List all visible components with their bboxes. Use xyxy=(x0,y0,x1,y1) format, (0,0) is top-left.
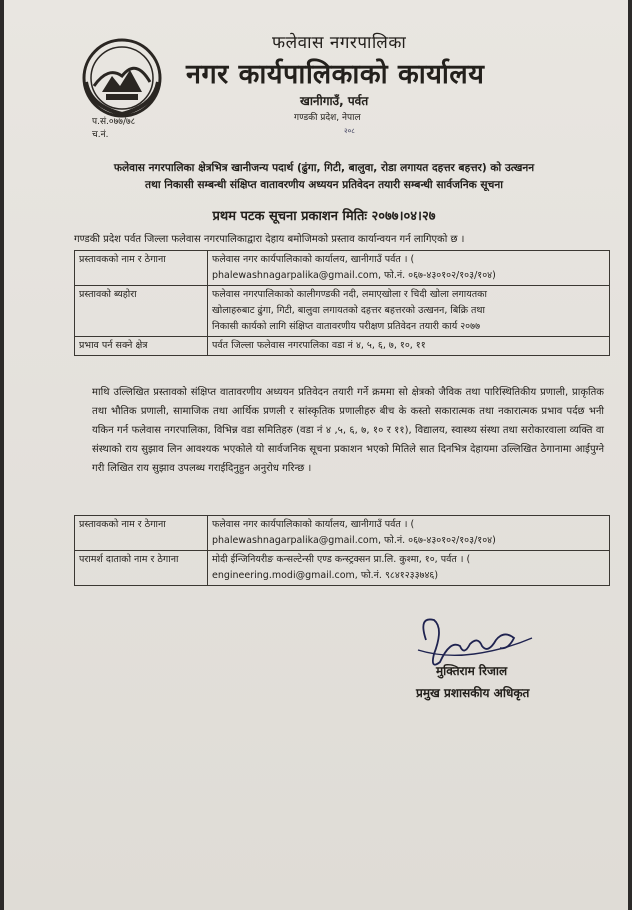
stamp-year: २०८ xyxy=(344,127,355,135)
value-line: phalewashnagarpalika@gmail.com, फो.नं. ०६७-४३०१०२/१०३/१०४) xyxy=(212,270,496,281)
table-row xyxy=(75,286,610,337)
table-row xyxy=(75,337,610,356)
row-value xyxy=(208,337,610,356)
address-line2: गण्डकी प्रदेश, नेपाल xyxy=(294,113,361,123)
value-line: फलेवास नगर कार्यपालिकाको कार्यालय, खानीगाउँ पर्वत । ( xyxy=(212,519,415,530)
signatory-name: मुक्तिराम रिजाल xyxy=(436,664,508,678)
org-name: फलेवास नगरपालिका xyxy=(272,33,407,53)
row-label: प्रभाव पर्न सक्ने क्षेत्र xyxy=(75,337,208,356)
row-value xyxy=(208,551,610,586)
row-label: प्रस्तावकको नाम र ठेगाना xyxy=(75,251,208,286)
subject-line2: तथा निकासी सम्बन्धी संक्षिप्त वातावरणीय अध्ययन प्रतिवेदन तयारी सम्बन्धी सार्वजनिक सूचना xyxy=(145,179,503,191)
body-paragraph: माथि उल्लिखित प्रस्तावको संक्षिप्त वातावरणीय अध्ययन प्रतिवेदन तयारी गर्ने क्रममा सो क्षेत्रको जैविक तथा पारिस्थितिकीय प्रणाली, प्राकृतिक तथा भौतिक प्रणाली, सामाजिक तथा आर्थिक प्रणली र सांस्कृतिक प्रणालीहरु बीच के कस्तो सकारात्मक तथा नकारात्मक प्रभाव पर्दछ भनी यकिन गर्न फलेवास नगरपालिका, विभिन्न वडा समितिहरु (वडा नं ४ ,५, ६, ७, १० र ११), विद्यालय, स्वास्थ्य संस्था तथा सरोकारवाला व्यक्ति वा संस्थाको राय सुझाव लिन आवश्यक भएकोले यो सार्वजनिक सूचना प्रकाशन भएको मितिले सात दिनभित्र देहायमा उल्लिखित ठेगानामा आईपुग्ने गरी लिखित राय सुझाव उपलब्ध गराईदिनुहुन अनुरोध गरिन्छ । xyxy=(92,387,604,474)
contact-table xyxy=(74,515,610,586)
value-line: engineering.modi@gmail.com, फो.नं. ९८४१२३३७४६) xyxy=(212,570,439,581)
chalani-number: च.नं. xyxy=(92,130,109,140)
table-row xyxy=(75,251,610,286)
office-name: नगर कार्यपालिकाको कार्यालय xyxy=(186,59,485,90)
table-row xyxy=(75,551,610,586)
value-line: निकासी कार्यको लागि संक्षिप्त वातावरणीय परीक्षण प्रतिवेदन तयारी कार्य २०७७ xyxy=(212,321,481,332)
value-line: खोलाहरुबाट ढुंगा, गिटी, बालुवा लगायतको दहत्तर बहत्तरको उत्खनन, बिक्रि तथा xyxy=(212,305,485,316)
address-line1: खानीगाउँ, पर्वत xyxy=(300,94,369,108)
proposal-table xyxy=(74,250,610,356)
notice-subject xyxy=(44,160,604,194)
patra-sankhya: प.सं.०७७/७८ xyxy=(92,117,136,127)
value-line: फलेवास नगर कार्यपालिकाको कार्यालय, खानीगाउँ पर्वत । ( xyxy=(212,254,415,265)
subject-line1: फलेवास नगरपालिका क्षेत्रभित्र खानीजन्य पदार्थ (ढुंगा, गिटी, बालुवा, रोडा लगायत दहत्तर बहत्तर) को उत्खनन xyxy=(113,162,535,174)
first-publication-date: प्रथम पटक सूचना प्रकाशन मितिः २०७७।०४।२७ xyxy=(212,209,436,224)
intro-text: गण्डकी प्रदेश पर्वत जिल्ला फलेवास नगरपालिकाद्वारा देहाय बमोजिमको प्रस्ताव कार्यान्वयन गर्न लागिएको छ । xyxy=(74,234,465,245)
table-row xyxy=(75,516,610,551)
value-line: फलेवास नगरपालिकाको कालीगण्डकी नदी, लमाएखोला र चिदी खोला लगायतका xyxy=(212,289,487,300)
notice-page xyxy=(4,0,628,910)
reference-block xyxy=(92,116,135,142)
row-value xyxy=(208,251,610,286)
row-value xyxy=(208,286,610,337)
value-line: पर्वत जिल्ला फलेवास नगरपालिका वडा नं ४, ५, ६, ७, १०, ११ xyxy=(212,340,426,351)
row-label: परामर्श दाताको नाम र ठेगाना xyxy=(75,551,208,586)
signatory-title: प्रमुख प्रशासकीय अधिकृत xyxy=(416,686,530,700)
row-value xyxy=(208,516,610,551)
row-label: प्रस्तावकको नाम र ठेगाना xyxy=(75,516,208,551)
row-label: प्रस्तावको ब्यहोरा xyxy=(75,286,208,337)
municipality-emblem-icon xyxy=(80,36,164,120)
value-line: phalewashnagarpalika@gmail.com, फो.नं. ०६७-४३०१०२/१०३/१०४) xyxy=(212,535,496,546)
value-line: मोदी ईन्जिनियरीङ कन्सल्टेन्सी एण्ड कन्स्ट्रक्सन प्रा.लि. कुश्मा, १०, पर्वत । ( xyxy=(212,554,471,565)
